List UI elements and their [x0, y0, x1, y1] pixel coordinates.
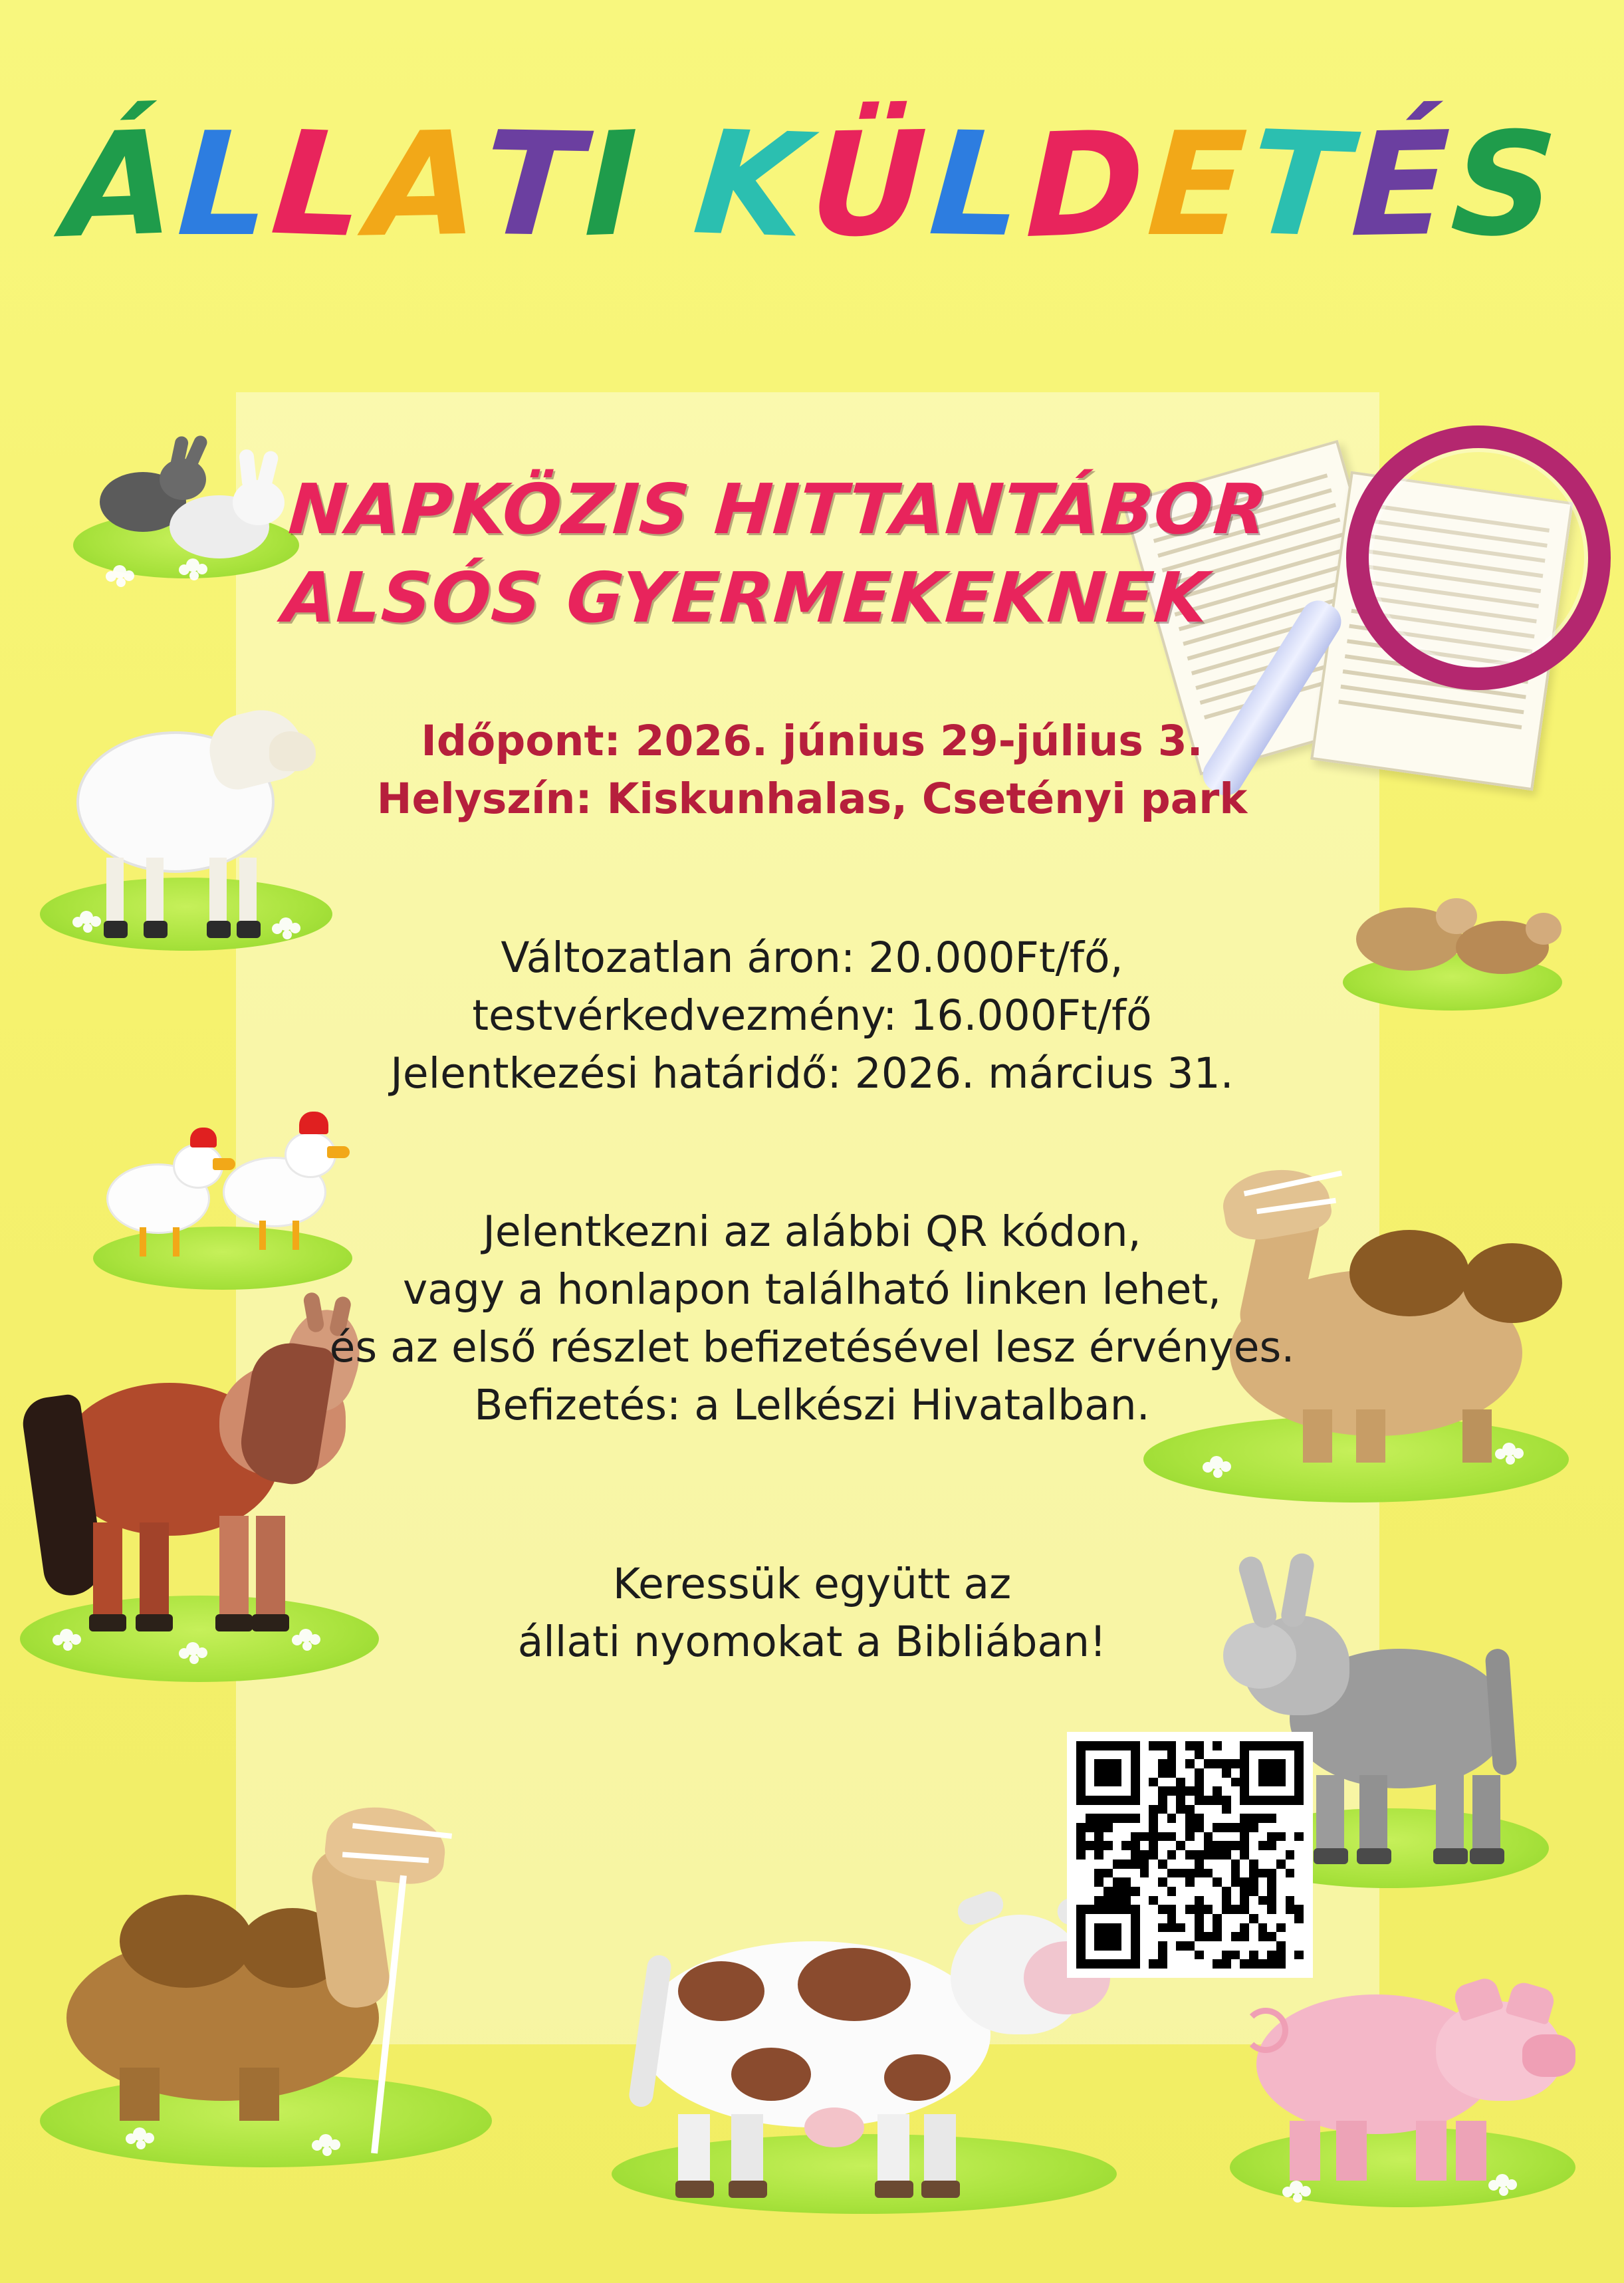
application-info	[0, 1203, 1624, 1435]
magnifier-icon	[1346, 425, 1611, 690]
headline-line-2: ALSÓS GYERMEKEKNEK	[280, 557, 1211, 639]
event-date: Időpont: 2026. június 29-július 3.	[421, 717, 1203, 765]
title-letter: E	[1143, 101, 1254, 268]
title-letter: Á	[62, 99, 181, 270]
apply-line-1: Jelentkezni az alábbi QR kódon,	[483, 1207, 1141, 1256]
motto-line-2: állati nyomokat a Bibliában!	[517, 1617, 1107, 1666]
title-letter: L	[174, 101, 279, 268]
title-letter: É	[1348, 100, 1456, 269]
title-letter: K	[688, 99, 818, 270]
title-letter: L	[925, 100, 1032, 269]
cow-illustration	[598, 1855, 1130, 2207]
poster-title	[0, 98, 1624, 271]
registration-deadline: Jelentkezési határidő: 2026. március 31.	[390, 1048, 1234, 1098]
motto	[0, 1556, 1624, 1671]
headline-line-1: NAPKÖZIS HITTANTÁBOR	[286, 469, 1270, 550]
title-letter: A	[366, 100, 487, 269]
price-details	[0, 929, 1624, 1103]
event-details	[0, 713, 1624, 828]
apply-line-4: Befizetés: a Lelkészi Hivatalban.	[474, 1380, 1150, 1429]
qr-code-matrix	[1076, 1741, 1304, 1969]
headline	[280, 465, 1356, 642]
title-letter: T	[1242, 99, 1359, 270]
event-location: Helyszín: Kiskunhalas, Csetényi park	[376, 774, 1248, 823]
apply-line-2: vagy a honlapon található linken lehet,	[402, 1264, 1222, 1314]
rabbits-illustration	[73, 432, 312, 585]
title-letter: I	[583, 100, 644, 269]
title-letter: T	[477, 100, 591, 269]
price-standard: Változatlan áron: 20.000Ft/fő,	[501, 933, 1123, 982]
camel-left-illustration	[40, 1755, 505, 2167]
title-letters	[60, 98, 1566, 271]
price-sibling-discount: testvérkedvezmény: 16.000Ft/fő	[472, 991, 1152, 1040]
title-letter: S	[1447, 100, 1566, 269]
title-letter: Ü	[807, 100, 934, 269]
qr-code[interactable]	[1067, 1732, 1313, 1978]
apply-line-3: és az első részlet befizetésével lesz érvényes.	[329, 1322, 1295, 1372]
title-letter: D	[1024, 98, 1150, 271]
motto-line-1: Keressük együtt az	[612, 1560, 1012, 1608]
title-letter: L	[266, 99, 376, 270]
